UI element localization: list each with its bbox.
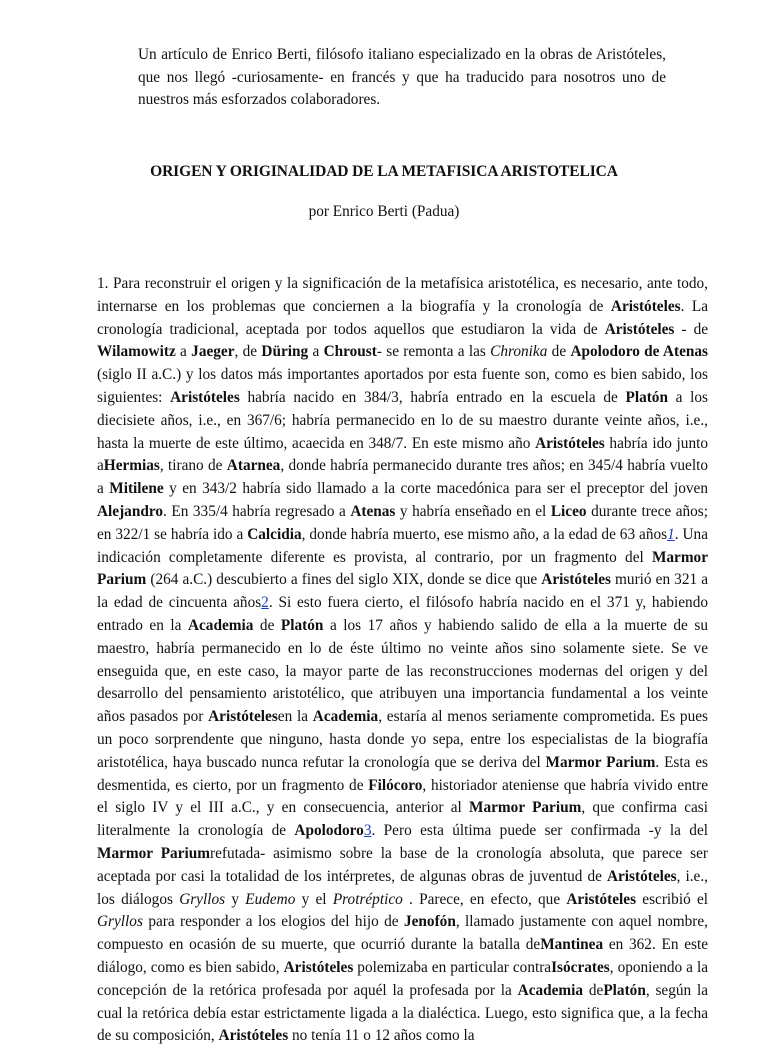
body-text-run: . La cronología tradicional, aceptada por todos aquellos que estudiaron la vida de [97, 297, 708, 338]
body-text-run: a [308, 343, 324, 361]
bold-term: Academia [187, 616, 254, 634]
body-text-run: refutada- asimismo sobre la base de la cronología absoluta, que parece ser aceptada por casi la totalidad de los intérpretes, de algunas obras de juventud de [97, 844, 708, 885]
bold-term: Academia [517, 981, 584, 999]
bold-term: Marmor Parium [97, 548, 708, 589]
body-text-run: en la [277, 708, 313, 726]
bold-term: Marmor Parium [545, 753, 656, 771]
bold-term: Aristóteles [610, 297, 681, 315]
bold-term: Aristóteles [170, 388, 240, 406]
bold-term: Platón [280, 616, 324, 634]
italic-term: Eudemo [245, 890, 296, 908]
bold-term: Platón [603, 981, 646, 999]
body-text-run: . Si esto fuera cierto, el filósofo habría nacido en el 371 y, habiendo entrado en la [97, 594, 709, 634]
footnote-link[interactable]: 1 [667, 525, 675, 543]
body-text-run: murió en 321 a la edad de cincuenta años [97, 571, 708, 612]
body-text-run: habría ido junto a [97, 434, 708, 475]
bold-term: Aristóteles [606, 867, 677, 885]
bold-term: Atenas [350, 502, 396, 520]
body-text-run: , i.e., los diálogos [97, 867, 708, 908]
body-text-run: , que confirma casi literalmente la cronología de [97, 799, 708, 840]
body-text-run: . En 335/4 habría regresado a [163, 502, 351, 520]
bold-term: Marmor Parium [97, 844, 210, 862]
footnote-link[interactable]: 3 [363, 822, 372, 840]
article-author: por Enrico Berti (Padua) [308, 203, 460, 220]
bold-term: Chroust [323, 343, 377, 361]
bold-term: Platón [625, 388, 668, 406]
body-paragraph [97, 273, 708, 1048]
bold-term: Aristóteles [208, 708, 278, 726]
bold-term: Aristóteles [604, 320, 675, 338]
bold-term: Alejandro [97, 502, 164, 520]
bold-term: Apolodoro de Atenas [570, 343, 708, 361]
body-text-run: , de [234, 343, 262, 361]
body-text-run: para responder a los elogios del hijo de [142, 913, 404, 931]
body-text-run: . Una indicación completamente diferente es provista, al contrario, por un fragmento del [97, 525, 708, 566]
footnote-link[interactable]: 2 [261, 594, 269, 612]
body-text-run: en 362. En este diálogo, como es bien sabido, [97, 936, 709, 976]
bold-term: Mantinea [540, 936, 604, 954]
body-text-run: , donde habría muerto, ese mismo año, a la edad de 63 años [301, 525, 668, 543]
bold-term: Atarnea [226, 457, 281, 475]
article-title: ORIGEN Y ORIGINALIDAD DE LA METAFISICA ARISTOTELICA [150, 163, 618, 180]
body-text-run: y [225, 890, 246, 908]
body-text-run: no tenía 11 o 12 años como la [288, 1027, 475, 1045]
italic-term: Chronika [490, 343, 548, 361]
body-text-run: a los diecisiete años, i.e., en 367/6; habría permanecido en lo de su maestro durante veinte años, i.e., hasta la muerte de este último, acaecida en 348/7. En este mismo año [97, 388, 708, 452]
body-text-run: a los 17 años y habiendo salido de ella a la muerte de su maestro, habría permanecido en lo de éste último no veinte años sino solamente siete. Se ve enseguida que, en este caso, la mayor parte de las reconstrucciones modernas del origen y del desarrollo del pensamiento aristotélico, que atribuyen una importancia fundamental a los veinte años pasados por [97, 616, 708, 726]
body-text-run: durante trece años; en 322/1 se habría ido a [97, 502, 708, 543]
bold-term: Liceo [550, 502, 587, 520]
bold-term: Mitilene [109, 480, 164, 498]
body-text-run: , historiador ateniense que habría vivido entre el siglo IV y el III a.C., y en consecuencia, anterior al [97, 776, 708, 817]
body-text-run: - se remonta a las [376, 343, 491, 361]
bold-term: Marmor Parium [469, 799, 582, 817]
body-text-run: de [547, 343, 571, 361]
body-text-run: habría nacido en 384/3, habría entrado en la escuela de [239, 388, 626, 406]
bold-term: Apolodoro [294, 822, 364, 840]
bold-term: Aristóteles [566, 890, 637, 908]
bold-term: Isócrates [551, 958, 610, 976]
body-text-run: y el [295, 890, 333, 908]
body-text-run: polemizaba en particular contra [353, 958, 552, 976]
bold-term: Aristóteles [218, 1027, 289, 1045]
body-text-run: escribió el [636, 890, 708, 908]
body-text-run: , tirano de [159, 457, 227, 475]
bold-term: Aristóteles [283, 958, 354, 976]
body-text-run: , llamado justamente con aquel nombre, compuesto en ocasión de su muerte, que ocurrió durante la batalla de [97, 913, 709, 954]
body-text-run: y en 343/2 habría sido llamado a la corte macedónica para ser el preceptor del joven [163, 480, 708, 498]
bold-term: Hermias [103, 457, 160, 475]
body-text-run: de [253, 616, 281, 634]
italic-term: Gryllos [179, 890, 226, 908]
bold-term: Wilamowitz [97, 343, 176, 361]
italic-term: Protréptico [332, 890, 403, 908]
bold-term: Filócoro [368, 776, 423, 794]
body-text-run: , estaría al menos seriamente comprometida. Es pues un poco sorprendente que ninguno, hasta donde yo sepa, entre los especialistas de la biografía aristotélica, haya buscado nunca refutar la cronología que se deriva del [97, 708, 708, 771]
body-text-run: . Pero esta última puede ser confirmada -y la del [371, 822, 708, 840]
bold-term: Jenofón [403, 913, 456, 931]
body-text-run: y habría enseñado en el [395, 502, 551, 520]
body-text-run: (siglo II a.C.) y los datos más importantes aportados por esta fuente son, como es bien sabido, los siguientes: [97, 366, 708, 406]
body-text-run: a [175, 343, 192, 361]
bold-term: Aristóteles [541, 571, 611, 589]
body-text-run: , según la cual la retórica debía estar estrictamente ligada a la dialéctica. Luego, esto significa que, a la fecha de su composición, [97, 981, 708, 1045]
italic-term: Gryllos [97, 913, 143, 931]
body-text-run: , oponiendo a la concepción de la retórica profesada por aquél la profesada por la [97, 958, 709, 999]
bold-term: Calcidia [247, 525, 302, 543]
body-text-run: - de [674, 320, 709, 338]
body-text-run: . Esta es desmentida, es cierto, por un fragmento de [97, 753, 708, 794]
body-text-run: 1. Para reconstruir el origen y la significación de la metafísica aristotélica, es necesario, ante todo, internarse en los problemas que conciernen a la biografía y la cronología de [97, 275, 708, 315]
body-text-run: (264 a.C.) descubierto a fines del siglo XIX, donde se dice que [146, 571, 542, 589]
intro-paragraph: Un artículo de Enrico Berti, filósofo italiano especializado en la obras de Aristóteles, que nos llegó -curiosamente- en francés y que ha traducido para nosotros uno de nuestros más esforzados colaboradores. [138, 46, 666, 108]
bold-term: Aristóteles [535, 434, 605, 452]
bold-term: Düring [261, 343, 309, 361]
body-text-run: de [583, 981, 604, 999]
body-text-run: . Parece, en efecto, que [402, 890, 567, 908]
bold-term: Jaeger [191, 343, 235, 361]
bold-term: Academia [312, 708, 379, 726]
body-text-run: , donde habría permanecido durante tres años; en 345/4 habría vuelto a [97, 457, 708, 498]
